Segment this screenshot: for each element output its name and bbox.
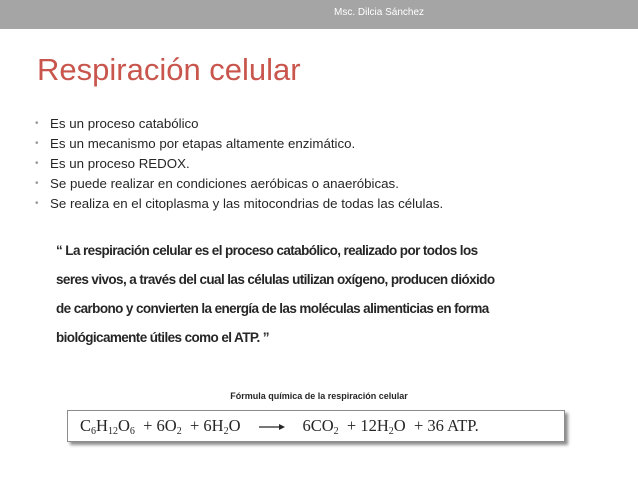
carbon-dioxide: $6CO_2$ <box>302 416 339 437</box>
bullet-dot-icon: • <box>35 158 39 169</box>
bullet-text: Se puede realizar en condiciones aeróbicas o anaeróbicas. <box>50 176 399 191</box>
bullet-item <box>35 154 443 174</box>
bullet-text: Se realiza en el citoplasma y las mitocondrias de todas las células. <box>50 196 444 211</box>
water-product: $12H_2O$ <box>360 416 406 437</box>
quote-line: biológicamente útiles como el ATP. ” <box>56 330 269 345</box>
bullet-text: Es un proceso REDOX. <box>50 156 190 171</box>
quote-line: de carbono y convierten la energía de las moléculas alimenticias en forma <box>56 301 489 316</box>
plus-sign: + <box>413 416 424 435</box>
bullet-dot-icon: • <box>35 118 39 129</box>
formula-caption: Fórmula química de la respiración celular <box>230 391 408 401</box>
bullet-text: Es un mecanismo por etapas altamente enzimático. <box>50 136 356 151</box>
bullet-list <box>35 114 443 214</box>
author-label: Msc. Dilcia Sánchez <box>334 7 425 18</box>
glucose: $C_6H_{12}O_6$ <box>80 416 135 437</box>
bullet-item <box>35 114 443 134</box>
formula-box <box>67 410 565 442</box>
plus-sign: + <box>143 416 153 435</box>
slide-title: Respiración celular <box>37 52 301 87</box>
bullet-text: Es un proceso catabólico <box>50 116 199 131</box>
bullet-item <box>35 194 443 214</box>
header-bar <box>0 0 638 29</box>
chemical-equation <box>80 416 479 436</box>
atp: 36 ATP. <box>427 416 479 435</box>
plus-sign: + <box>189 416 200 435</box>
quote-line: “ La respiración celular es el proceso catabólico, realizado por todos los <box>56 243 478 258</box>
definition-quote <box>56 236 576 352</box>
bullet-dot-icon: • <box>35 178 39 189</box>
reaction-arrow-icon <box>241 416 303 436</box>
plus-sign: + <box>346 416 357 435</box>
bullet-dot-icon: • <box>35 198 39 209</box>
bullet-dot-icon: • <box>35 138 39 149</box>
bullet-item <box>35 134 443 154</box>
water-reactant: $6H_2O$ <box>203 416 241 437</box>
quote-line: seres vivos, a través del cual las células utilizan oxígeno, producen dióxido <box>56 272 495 287</box>
bullet-item <box>35 174 443 194</box>
oxygen: $6O_2$ <box>156 416 182 437</box>
